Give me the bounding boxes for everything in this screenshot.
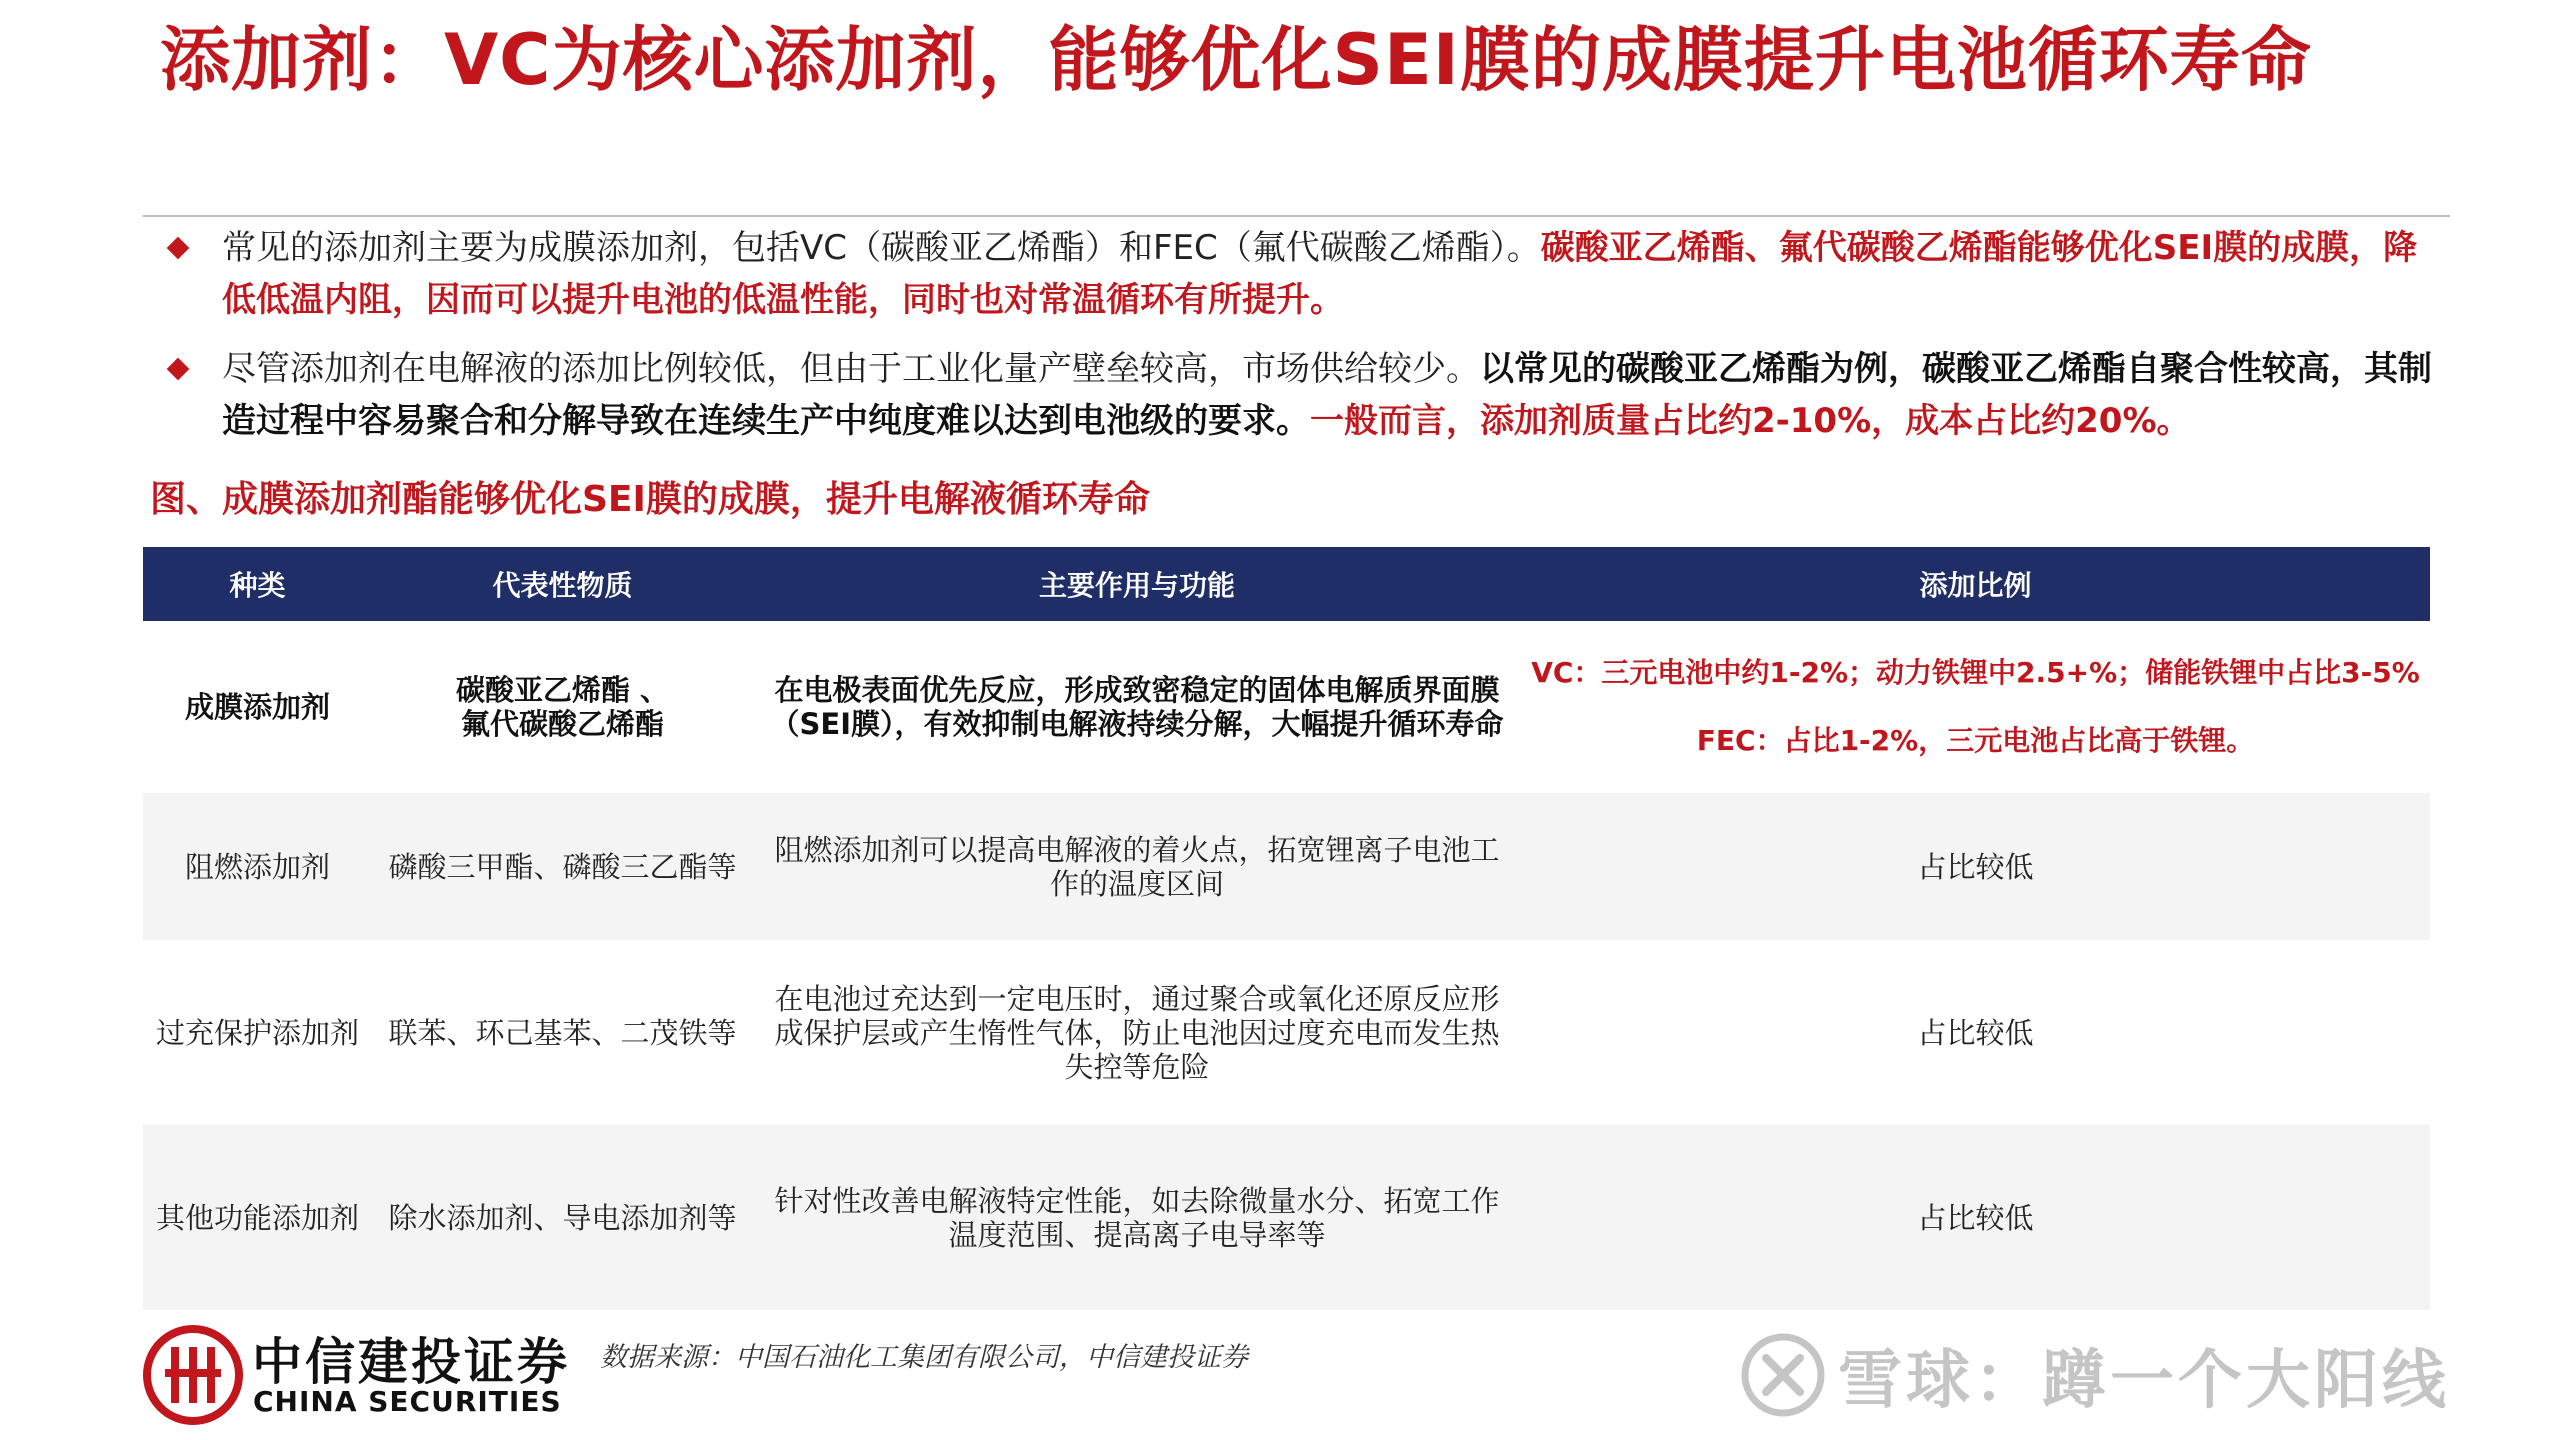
watermark-text: 雪球：蹲一个大阳线 (1838, 1344, 2450, 1418)
table-row (143, 621, 2430, 793)
xueqiu-logo-icon (1738, 1330, 1828, 1420)
company-name-cn: 中信建投证券 (252, 1332, 570, 1391)
cell-function: 在电极表面优先反应，形成致密稳定的固体电解质界面膜（SEI膜），有效抑制电解液持续分解，大幅提升循环寿命 (770, 673, 1504, 741)
cell-type: 阻燃添加剂 (184, 849, 330, 884)
company-name-en: CHINA SECURITIES (253, 1385, 562, 1418)
cell-ratio: 占比较低 (1917, 1015, 2034, 1050)
bullet-1-highlight: 碳酸亚乙烯酯、氟代碳酸乙烯酯能够优化SEI膜的成膜，降低低温内阻，因而可以提升电池的低温性能，同时也对常温循环有所提升。 (222, 228, 2418, 320)
bullet-2-highlight: 一般而言，添加剂质量占比约2-10%，成本占比约20%。 (1310, 401, 2191, 441)
title-divider (143, 215, 2450, 217)
bullet-2-bold: 以常见的碳酸亚乙烯酯为例，碳酸亚乙烯酯自聚合性较高，其制造过程中容易聚合和分解导致在连续生产中纯度难以达到电池级的要求。 (222, 349, 2432, 441)
cell-function: 在电池过充达到一定电压时，通过聚合或氧化还原反应形成保护层或产生惰性气体，防止电池因过度充电而发生热失控等危险 (774, 981, 1500, 1084)
cell-substance: 磷酸三甲酯、磷酸三乙酯等 (388, 849, 737, 884)
additive-table (143, 547, 2430, 1310)
header-ratio: 添加比例 (1919, 569, 2032, 602)
cell-function: 针对性改善电解液特定性能，如去除微量水分、拓宽工作温度范围、提高离子电导率等 (774, 1183, 1500, 1252)
diamond-bullet-icon (167, 358, 190, 381)
table-row (143, 1125, 2430, 1310)
table-header-row (143, 547, 2430, 621)
table-row (143, 940, 2430, 1125)
bullet-list (160, 222, 2450, 464)
bullet-item-1 (160, 222, 2450, 326)
table-row (143, 793, 2430, 940)
ratio-vc: VC：三元电池中约1-2%；动力铁锂中2.5+%；储能铁锂中占比3-5% (1531, 656, 2420, 689)
cell-substance: 碳酸亚乙烯酯 、 氟代碳酸乙烯酯 (455, 673, 670, 741)
cell-type: 成膜添加剂 (184, 690, 330, 724)
cell-ratio (1521, 621, 2430, 793)
data-source: 数据来源：中国石油化工集团有限公司，中信建投证券 (600, 1342, 1248, 1373)
header-function: 主要作用与功能 (1038, 569, 1235, 602)
citic-logo-icon (143, 1325, 243, 1425)
bullet-2-normal: 尽管添加剂在电解液的添加比例较低，但由于工业化量产壁垒较高，市场供给较少。 (222, 349, 1480, 389)
cell-substance: 联苯、环己基苯、二茂铁等 (388, 1015, 737, 1050)
cell-function: 阻燃添加剂可以提高电解液的着火点，拓宽锂离子电池工作的温度区间 (774, 832, 1500, 901)
cell-type: 其他功能添加剂 (155, 1200, 359, 1235)
cell-substance: 除水添加剂、导电添加剂等 (388, 1200, 737, 1235)
watermark (1738, 1325, 2450, 1425)
header-type: 种类 (229, 569, 286, 602)
header-substance: 代表性物质 (492, 569, 633, 602)
cell-type: 过充保护添加剂 (155, 1015, 359, 1050)
diamond-bullet-icon (167, 237, 190, 260)
cell-ratio: 占比较低 (1917, 1200, 2034, 1235)
figure-title: 图、成膜添加剂酯能够优化SEI膜的成膜，提升电解液循环寿命 (150, 479, 1150, 520)
bullet-1-normal: 常见的添加剂主要为成膜添加剂，包括VC（碳酸亚乙烯酯）和FEC（氟代碳酸乙烯酯）。 (222, 228, 1541, 268)
ratio-fec: FEC：占比1-2%，三元电池占比高于铁锂。 (1696, 724, 2255, 757)
cell-ratio: 占比较低 (1917, 849, 2034, 884)
page-title: 添加剂：VC为核心添加剂，能够优化SEI膜的成膜提升电池循环寿命 (160, 19, 2312, 101)
bullet-item-2 (160, 343, 2450, 447)
